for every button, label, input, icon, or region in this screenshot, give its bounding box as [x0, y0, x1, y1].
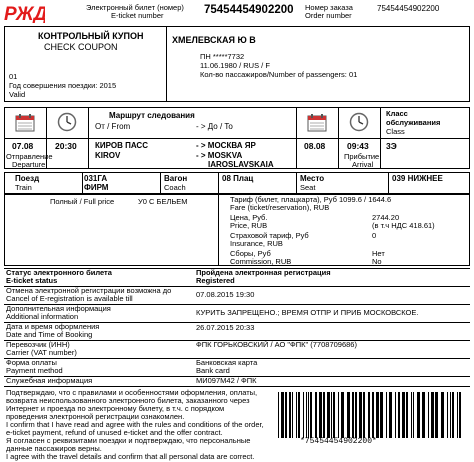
addinfo-value: КУРИТЬ ЗАПРЕЩЕНО.; ВРЕМЯ ОТПР И ПРИБ МОСКОВСКОЕ.	[196, 308, 419, 317]
confirm-line-1: Подтверждаю, что с правилами и особенностями оформления, оплаты,	[6, 388, 258, 397]
calendar-icon	[15, 112, 35, 137]
from-station-en: KIROV	[95, 151, 121, 160]
insurance-label-en: Insurance, RUB	[230, 239, 283, 248]
calendar-icon	[307, 112, 327, 137]
departure-date: 07.08	[12, 141, 34, 151]
barcode-bar	[395, 392, 396, 438]
barcode-text: *75454454902200*	[300, 437, 377, 446]
barcode-bar	[278, 392, 279, 438]
coach-value: 08 Плац	[222, 174, 254, 183]
barcode-bar	[447, 392, 448, 438]
arrival-date: 08.08	[304, 141, 326, 151]
departure-label-en: Departure	[12, 160, 46, 169]
coach-label-ru: Вагон	[164, 174, 188, 183]
barcode-bar	[303, 392, 304, 438]
barcode-bar	[333, 392, 335, 438]
payment-label-en: Payment method	[6, 366, 63, 375]
passenger-name: ХМЕЛЕВСКАЯ Ю В	[172, 35, 256, 45]
barcode-bar	[368, 392, 370, 438]
confirm-line-7: Я согласен с реквизитами поездки и подтверждаю, что персональные	[6, 436, 251, 445]
issue-label-ru: Дата и время оформления	[6, 322, 100, 331]
confirm-line-4: проведения электронной регистрации ознакомлен.	[6, 412, 185, 421]
barcode-bar	[347, 392, 350, 438]
barcode-bar	[359, 392, 362, 438]
commission-label-en: Commission, RUB	[230, 257, 292, 266]
insurance-label-ru: Страховой тариф, Руб	[230, 231, 309, 240]
travel-year: Год совершения поездки: 2015	[9, 81, 117, 90]
barcode-bar	[450, 392, 451, 438]
barcode-bar	[298, 392, 300, 438]
barcode-bar	[428, 392, 429, 438]
barcode-bar	[398, 392, 400, 438]
tariff-label: Тариф (билет, плацкарта), Руб 1099.6 / 1644.6	[230, 195, 392, 204]
clock-icon	[349, 112, 369, 137]
train-label-en: Train	[15, 183, 32, 192]
vat-value: (в т.ч НДС 418.61)	[372, 221, 435, 230]
to-station-en: - > MOSKVA	[196, 151, 243, 160]
rzd-logo	[3, 3, 45, 23]
seat-label-en: Seat	[300, 183, 316, 192]
service-value: МИ097М42 / ФПК	[196, 376, 257, 385]
status-label-ru: Статус электронного билета	[6, 268, 112, 277]
coupon-number: 01	[9, 72, 18, 81]
passenger-dob: 11.06.1980 / RUS / F	[200, 61, 270, 70]
train-number: 031ГА	[84, 174, 108, 183]
confirm-line-5: I confirm that I have read and agree with the rules and conditions of the order,	[6, 420, 264, 429]
departure-label-ru: Отправление	[6, 152, 53, 161]
commission-value: Нет	[372, 249, 385, 258]
class-value: 3Э	[386, 141, 397, 151]
price-label-en: Price, RUB	[230, 221, 268, 230]
class-label-ru1: Класс	[386, 109, 408, 118]
confirm-line-9: I agree with the travel details and confirm that all personal data are correct.	[6, 452, 255, 461]
barcode-bar	[363, 392, 365, 438]
barcode-bar	[380, 392, 383, 438]
valid-label: Valid	[9, 90, 26, 99]
insurance-value: 0	[372, 231, 377, 240]
barcode-bar	[411, 392, 412, 438]
order-number: 75454454902200	[377, 4, 440, 13]
barcode-bar	[323, 392, 325, 438]
commission-label-ru: Сборы, Руб	[230, 249, 271, 258]
arrival-label-ru: Прибытие	[344, 152, 380, 161]
payment-label-ru: Форма оплаты	[6, 358, 57, 367]
clock-icon	[57, 112, 77, 137]
passenger-count: Кол-во пассажиров/Number of passengers: 01	[200, 70, 358, 79]
full-price-label: Полный / Full price	[50, 197, 115, 206]
barcode-bar	[402, 392, 405, 438]
to-station-ru: - > МОСКВА ЯР	[196, 141, 256, 150]
confirm-line-2: возврата неиспользованного электронного билета, заказанного через	[6, 396, 250, 405]
confirm-line-8: данные пассажиров верны.	[6, 444, 102, 453]
order-label-ru: Номер заказа	[305, 3, 353, 12]
barcode-bar	[406, 392, 408, 438]
from-station-ru: КИРОВ ПАСС	[95, 141, 148, 150]
issue-label-en: Date and Time of Booking	[6, 330, 93, 339]
barcode-bar	[417, 392, 420, 438]
train-firm: ФИРМ	[84, 183, 109, 192]
ticket-label-en: E-ticket number	[111, 11, 164, 20]
status-value-en: Registered	[196, 276, 235, 285]
barcode-bar	[296, 392, 297, 438]
seat-value: 039 НИЖНЕЕ	[392, 174, 443, 183]
ticket-number: 75454454902200	[204, 4, 294, 16]
seat-label-ru: Место	[300, 174, 325, 183]
barcode-bar	[315, 392, 317, 438]
commission-value-en: No	[372, 257, 382, 266]
confirm-line-6: e-ticket payment, refund of unused e-ticket and the offer contract.	[6, 428, 223, 437]
price-value: 2744.20	[372, 213, 400, 222]
barcode-bar	[352, 392, 354, 438]
status-label-en: E-ticket status	[6, 276, 58, 285]
barcode-bar	[435, 392, 438, 438]
route-label-ru: Маршрут следования	[109, 111, 195, 120]
coach-label-en: Coach	[164, 183, 186, 192]
tariff-label-en: Fare (ticket/reservation), RUB	[230, 203, 330, 212]
carrier-value: ФПК ГОРЬКОВСКИЙ / АО "ФПК" (7708709686)	[196, 340, 357, 349]
ticket-label-ru: Электронный билет (номер)	[86, 3, 184, 12]
barcode-bar	[331, 392, 332, 438]
barcode-bar	[310, 392, 312, 438]
to-station-en2: IAROSLAVSKAIA	[208, 160, 274, 169]
barcode-bar	[327, 392, 330, 438]
passenger-doc: ПН *****7732	[200, 52, 245, 61]
barcode	[276, 392, 466, 438]
class-label-en: Class	[386, 127, 405, 136]
barcode-bar	[372, 392, 374, 438]
service-label-ru: Служебная информация	[6, 376, 93, 385]
barcode-bar	[289, 392, 291, 438]
payment-value-en: Bank card	[196, 366, 230, 375]
coupon-title-en: CHECK COUPON	[44, 42, 118, 52]
status-value-ru: Пройдена электронная регистрация	[196, 268, 331, 277]
barcode-bar	[338, 392, 339, 438]
barcode-bar	[413, 392, 414, 438]
addinfo-label-ru: Дополнительная информация	[6, 304, 111, 313]
arrival-label-en: Arrival	[352, 160, 374, 169]
barcode-bar	[441, 392, 444, 438]
barcode-bar	[319, 392, 322, 438]
arrival-time: 09:43	[347, 141, 369, 151]
barcode-bar	[422, 392, 425, 438]
barcode-bar	[306, 392, 307, 438]
issue-value: 26.07.2015 20:33	[196, 323, 255, 332]
barcode-bar	[355, 392, 357, 438]
route-from-label: От / From	[95, 122, 131, 131]
payment-value-ru: Банковская карта	[196, 358, 258, 367]
linen-label: У0 С БЕЛЬЕМ	[138, 197, 188, 206]
cancel-value: 07.08.2015 19:30	[196, 290, 255, 299]
coupon-title-ru: КОНТРОЛЬНЫЙ КУПОН	[38, 31, 144, 41]
carrier-label-ru: Перевозчик (ИНН)	[6, 340, 70, 349]
barcode-bar	[457, 392, 458, 438]
confirm-line-3: Интернет и проезда по электронному билету, в т.ч. с порядком	[6, 404, 225, 413]
barcode-bar	[459, 392, 461, 438]
barcode-bar	[281, 392, 284, 438]
carrier-label-en: Carrier (VAT number)	[6, 348, 77, 357]
barcode-bar	[452, 392, 454, 438]
cancel-label-en: Cancel of E-registration is available till	[6, 294, 133, 303]
class-label-ru2: обслуживания	[386, 118, 441, 127]
barcode-bar	[386, 392, 387, 438]
price-label-ru: Цена, Руб.	[230, 213, 268, 222]
barcode-bar	[341, 392, 344, 438]
route-to-label: - > До / To	[196, 122, 233, 131]
barcode-bar	[308, 392, 309, 438]
barcode-bar	[431, 392, 434, 438]
departure-time: 20:30	[55, 141, 77, 151]
train-label-ru: Поезд	[15, 174, 40, 183]
logo-text: РЖД	[4, 4, 45, 23]
barcode-bar	[376, 392, 379, 438]
barcode-bar	[292, 392, 293, 438]
barcode-bar	[285, 392, 287, 438]
addinfo-label-en: Additional information	[6, 312, 79, 321]
cancel-label-ru: Отмена электронной регистрации возможна до	[6, 286, 172, 295]
order-label-en: Order number	[305, 11, 352, 20]
barcode-bar	[389, 392, 392, 438]
